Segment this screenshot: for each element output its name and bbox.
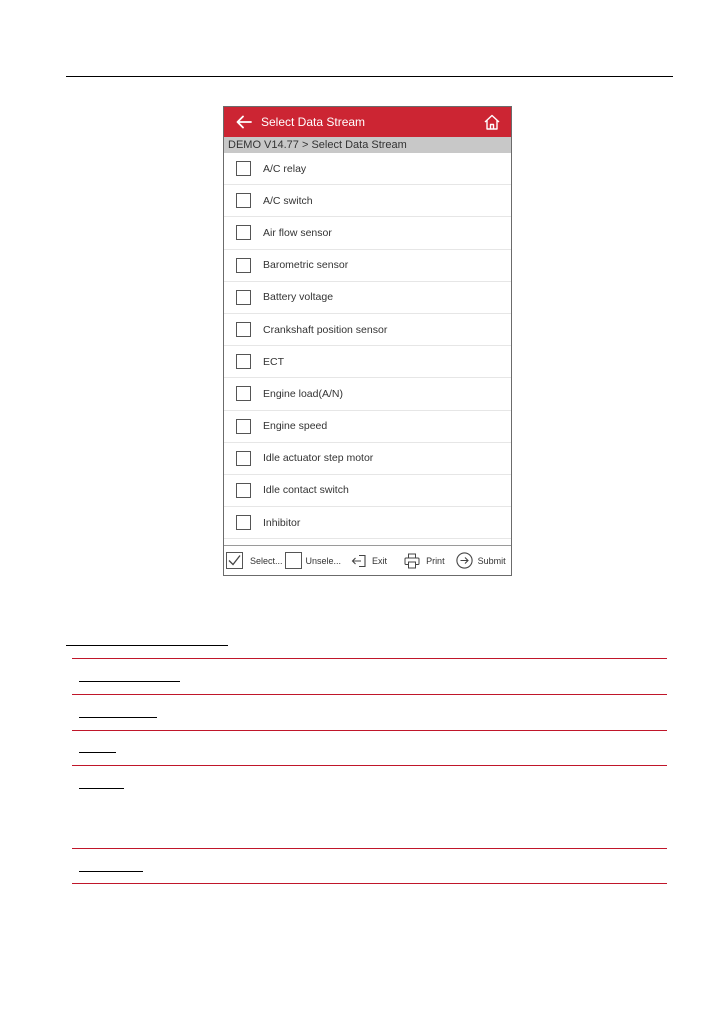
data-stream-list [224,153,511,539]
table-rule [72,883,667,884]
list-item-label: Engine speed [263,420,328,433]
list-item-label: Barometric sensor [263,259,349,272]
list-item-label: A/C switch [263,194,313,207]
print-button[interactable] [404,553,445,569]
table-rule [72,658,667,659]
list-item-label: Battery voltage [263,291,334,304]
bottom-toolbar [224,545,511,575]
list-item-label: Air flow sensor [263,226,332,239]
checkbox[interactable] [236,354,251,369]
term-underline [79,871,143,872]
list-item[interactable] [224,185,511,217]
list-item[interactable] [224,411,511,443]
checkbox[interactable] [236,515,251,530]
checkbox[interactable] [236,483,251,498]
checkbox[interactable] [236,451,251,466]
table-rule [72,694,667,695]
list-item-label: ECT [263,355,284,368]
checkbox[interactable] [236,225,251,240]
breadcrumb: DEMO V14.77 > Select Data Stream [224,137,511,153]
back-button[interactable] [230,107,258,137]
submit-button[interactable] [456,552,506,569]
list-item-label: A/C relay [263,162,307,175]
list-item[interactable] [224,153,511,185]
screenshot-frame [223,106,512,576]
term-underline [79,752,116,753]
list-item-label: Engine load(A/N) [263,387,343,400]
unchecked-checkbox-icon [285,552,302,569]
list-item[interactable] [224,217,511,249]
home-icon [483,113,501,131]
term-underline [79,717,157,718]
list-item[interactable] [224,314,511,346]
home-button[interactable] [483,113,501,131]
unselect-label: Unsele... [305,555,342,566]
select-all-button[interactable] [226,552,283,569]
back-arrow-icon [236,115,252,129]
select-all-label: Select... [250,555,283,566]
section-heading-rule [66,645,228,646]
checkbox[interactable] [236,419,251,434]
list-item[interactable] [224,282,511,314]
page-header-rule [66,76,673,77]
checkbox[interactable] [236,322,251,337]
checkbox[interactable] [236,258,251,273]
table-rule [72,848,667,849]
table-rule [72,765,667,766]
list-item-label: Inhibitor [263,516,301,529]
exit-button[interactable] [351,554,387,568]
checkbox[interactable] [236,290,251,305]
checkbox[interactable] [236,193,251,208]
submit-label: Submit [477,555,506,566]
term-underline [79,788,124,789]
list-item[interactable] [224,250,511,282]
print-label: Print [426,555,445,566]
submit-arrow-icon [456,552,473,569]
checkbox[interactable] [236,161,251,176]
list-item[interactable] [224,443,511,475]
unselect-button[interactable] [285,552,342,569]
list-item[interactable] [224,378,511,410]
checkbox[interactable] [236,386,251,401]
list-item-label: Crankshaft position sensor [263,323,388,336]
list-item[interactable] [224,475,511,507]
exit-label: Exit [372,555,388,566]
screen-title: Select Data Stream [261,115,366,129]
term-underline [79,681,180,682]
exit-icon [351,554,367,568]
title-bar [224,107,511,137]
table-rule [72,730,667,731]
list-item-label: Idle contact switch [263,484,349,497]
printer-icon [404,553,420,569]
checked-checkbox-icon [226,552,243,569]
list-item[interactable] [224,507,511,539]
list-item[interactable] [224,346,511,378]
list-item-label: Idle actuator step motor [263,452,374,465]
